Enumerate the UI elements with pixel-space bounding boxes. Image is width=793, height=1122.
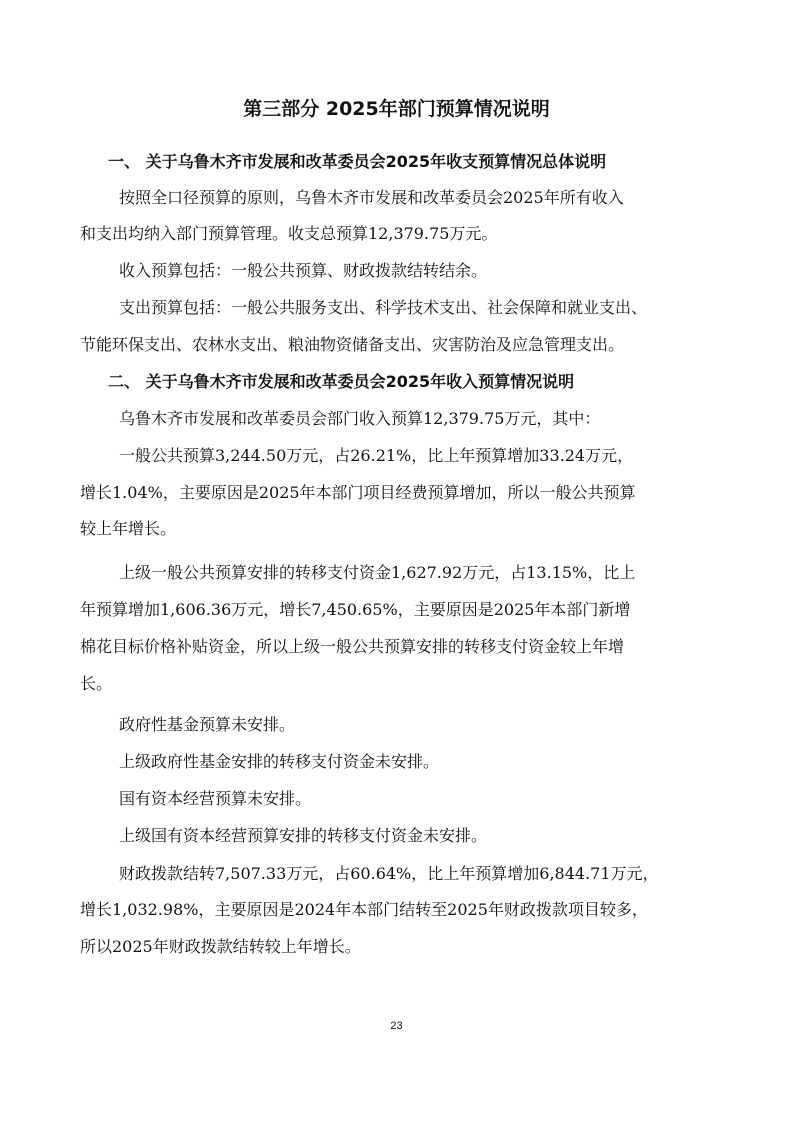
section-1-line-1: 按照全口径预算的原则，乌鲁木齐市发展和改革委员会2025年所有收入 [119,188,624,207]
section-2-line-3: 增长1.04%，主要原因是2025年本部门项目经费预算增加，所以一般公共预算 [80,483,636,502]
section-2-line-5: 上级一般公共预算安排的转移支付资金1,627.92万元，占13.15%，比上 [119,563,636,582]
section-2-line-7: 棉花目标价格补贴资金，所以上级一般公共预算安排的转移支付资金较上年增 [80,637,625,656]
section-2-line-9: 政府性基金预算未安排。 [119,715,296,734]
section-2-line-6: 年预算增加1,606.36万元，增长7,450.65%，主要原因是2025年本部门新增 [80,600,631,619]
section-2-line-1: 乌鲁木齐市发展和改革委员会部门收入预算12,379.75万元，其中： [119,409,601,428]
section-1-line-4: 支出预算包括：一般公共服务支出、科学技术支出、社会保障和就业支出、 [119,298,648,317]
section-1-line-2: 和支出均纳入部门预算管理。收支总预算12,379.75万元。 [80,224,498,243]
section-2-heading: 二、 关于乌鲁木齐市发展和改革委员会2025年收入预算情况说明 [108,372,575,391]
section-2-line-11: 国有资本经营预算未安排。 [119,789,312,808]
section-2-line-14: 增长1,032.98%，主要原因是2024年本部门结转至2025年财政拨款项目较多， [80,900,648,919]
section-2-line-2: 一般公共预算3,244.50万元，占26.21%，比上年预算增加33.24万元， [119,446,634,465]
section-2-line-8: 长。 [80,674,113,693]
section-1-line-3: 收入预算包括：一般公共预算、财政拨款结转结余。 [119,261,488,280]
section-2-line-10: 上级政府性基金安排的转移支付资金未安排。 [119,752,440,771]
page-number: 23 [390,1020,403,1032]
section-2-line-13: 财政拨款结转7,507.33万元，占60.64%，比上年预算增加6,844.71万元， [119,864,659,883]
section-2-line-12: 上级国有资本经营预算安排的转移支付资金未安排。 [119,826,488,845]
section-2-line-4: 较上年增长。 [80,519,177,538]
page-title: 第三部分 2025年部门预算情况说明 [243,98,550,120]
section-1-heading: 一、 关于乌鲁木齐市发展和改革委员会2025年收支预算情况总体说明 [108,152,607,171]
section-2-line-15: 所以2025年财政拨款结转较上年增长。 [80,937,361,956]
section-1-line-5: 节能环保支出、农林水支出、粮油物资储备支出、灾害防治及应急管理支出。 [80,335,625,354]
